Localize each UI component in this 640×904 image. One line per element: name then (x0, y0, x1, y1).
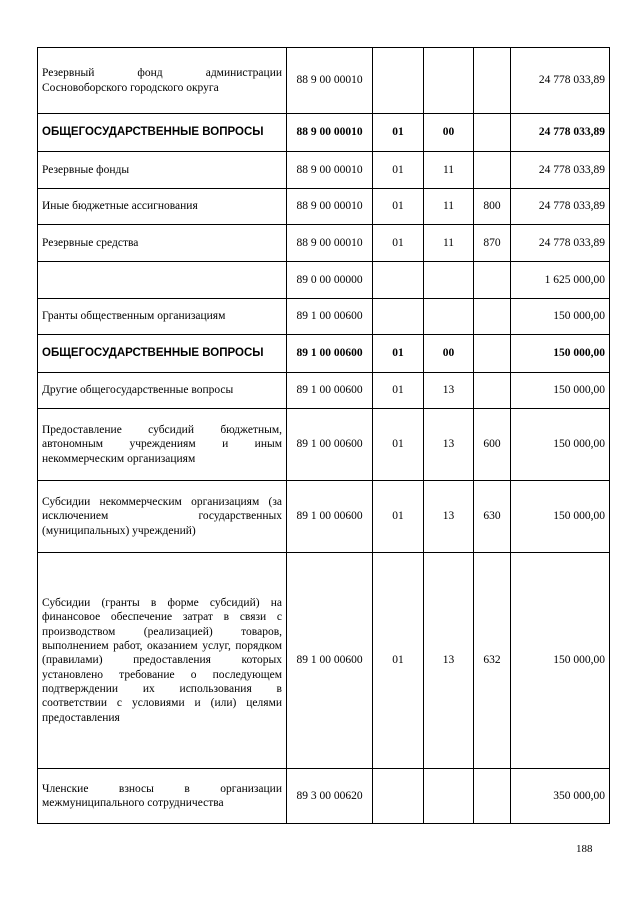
row-vr (474, 299, 511, 335)
row-code: 89 3 00 00620 (287, 769, 373, 824)
row-section: 01 (373, 481, 424, 553)
table-row (38, 152, 610, 189)
row-code: 89 1 00 00600 (287, 373, 373, 409)
row-name: Субсидии некоммерческим организациям (за исключением государственных (муниципальных) учреждений) (38, 481, 287, 553)
row-section (373, 299, 424, 335)
row-vr (474, 335, 511, 373)
row-name: Резервные средства (38, 225, 287, 262)
row-vr (474, 373, 511, 409)
row-section: 01 (373, 225, 424, 262)
row-name: Гранты общественным организациям (38, 299, 287, 335)
table-row (38, 769, 610, 824)
row-amount: 1 625 000,00 (511, 262, 610, 299)
row-vr: 800 (474, 189, 511, 225)
table-row (38, 299, 610, 335)
row-vr: 632 (474, 553, 511, 769)
row-amount: 150 000,00 (511, 553, 610, 769)
row-name: ОБЩЕГОСУДАРСТВЕННЫЕ ВОПРОСЫ (38, 114, 287, 152)
table-row (38, 48, 610, 114)
row-code: 89 0 00 00000 (287, 262, 373, 299)
row-code: 88 9 00 00010 (287, 189, 373, 225)
row-name: Резервный фонд администрации Сосновоборского городского округа (38, 48, 287, 114)
row-subsection: 13 (424, 481, 474, 553)
row-code: 89 1 00 00600 (287, 335, 373, 373)
row-amount: 24 778 033,89 (511, 48, 610, 114)
row-section (373, 48, 424, 114)
row-name: Субсидии (гранты в форме субсидий) на финансовое обеспечение затрат в связи с производством (реализацией) товаров, выполнением работ, оказанием услуг, порядком (правилами) предоставления которых установлено требование о последующем подтверждении их использования в соответствии с условиями и (или) целями предоставления (38, 553, 287, 769)
row-subsection: 00 (424, 335, 474, 373)
row-subsection (424, 299, 474, 335)
table-row (38, 373, 610, 409)
row-name: Резервные фонды (38, 152, 287, 189)
row-subsection: 11 (424, 189, 474, 225)
row-section: 01 (373, 373, 424, 409)
row-amount: 150 000,00 (511, 373, 610, 409)
table-row (38, 189, 610, 225)
row-vr: 630 (474, 481, 511, 553)
row-vr (474, 114, 511, 152)
row-amount: 150 000,00 (511, 335, 610, 373)
row-amount: 150 000,00 (511, 409, 610, 481)
row-subsection (424, 48, 474, 114)
row-name (38, 262, 287, 299)
row-section (373, 769, 424, 824)
row-code: 88 9 00 00010 (287, 152, 373, 189)
table-row (38, 262, 610, 299)
budget-table (37, 47, 610, 824)
row-subsection: 11 (424, 152, 474, 189)
row-code: 89 1 00 00600 (287, 481, 373, 553)
row-name: Членские взносы в организации межмуниципального сотрудничества (38, 769, 287, 824)
table-row (38, 481, 610, 553)
row-amount: 150 000,00 (511, 299, 610, 335)
row-subsection (424, 769, 474, 824)
row-code: 88 9 00 00010 (287, 225, 373, 262)
row-vr (474, 48, 511, 114)
table-row (38, 409, 610, 481)
row-amount: 24 778 033,89 (511, 114, 610, 152)
row-amount: 350 000,00 (511, 769, 610, 824)
table-row (38, 114, 610, 152)
row-subsection: 11 (424, 225, 474, 262)
table-row (38, 335, 610, 373)
row-subsection: 13 (424, 373, 474, 409)
row-amount: 24 778 033,89 (511, 225, 610, 262)
page-number: 188 (576, 843, 593, 855)
table-row (38, 553, 610, 769)
row-vr (474, 769, 511, 824)
row-code: 88 9 00 00010 (287, 48, 373, 114)
row-subsection: 13 (424, 553, 474, 769)
row-section: 01 (373, 189, 424, 225)
row-subsection (424, 262, 474, 299)
row-code: 89 1 00 00600 (287, 553, 373, 769)
row-name: Другие общегосударственные вопросы (38, 373, 287, 409)
row-code: 89 1 00 00600 (287, 409, 373, 481)
row-section: 01 (373, 335, 424, 373)
row-vr: 870 (474, 225, 511, 262)
row-vr (474, 262, 511, 299)
row-name: ОБЩЕГОСУДАРСТВЕННЫЕ ВОПРОСЫ (38, 335, 287, 373)
row-section: 01 (373, 114, 424, 152)
table-row (38, 225, 610, 262)
row-amount: 150 000,00 (511, 481, 610, 553)
row-vr: 600 (474, 409, 511, 481)
row-name: Иные бюджетные ассигнования (38, 189, 287, 225)
row-subsection: 13 (424, 409, 474, 481)
row-section: 01 (373, 553, 424, 769)
row-name: Предоставление субсидий бюджетным, автономным учреждениям и иным некоммерческим организациям (38, 409, 287, 481)
row-amount: 24 778 033,89 (511, 152, 610, 189)
row-section: 01 (373, 409, 424, 481)
row-amount: 24 778 033,89 (511, 189, 610, 225)
row-code: 88 9 00 00010 (287, 114, 373, 152)
row-section: 01 (373, 152, 424, 189)
row-subsection: 00 (424, 114, 474, 152)
row-code: 89 1 00 00600 (287, 299, 373, 335)
row-vr (474, 152, 511, 189)
row-section (373, 262, 424, 299)
